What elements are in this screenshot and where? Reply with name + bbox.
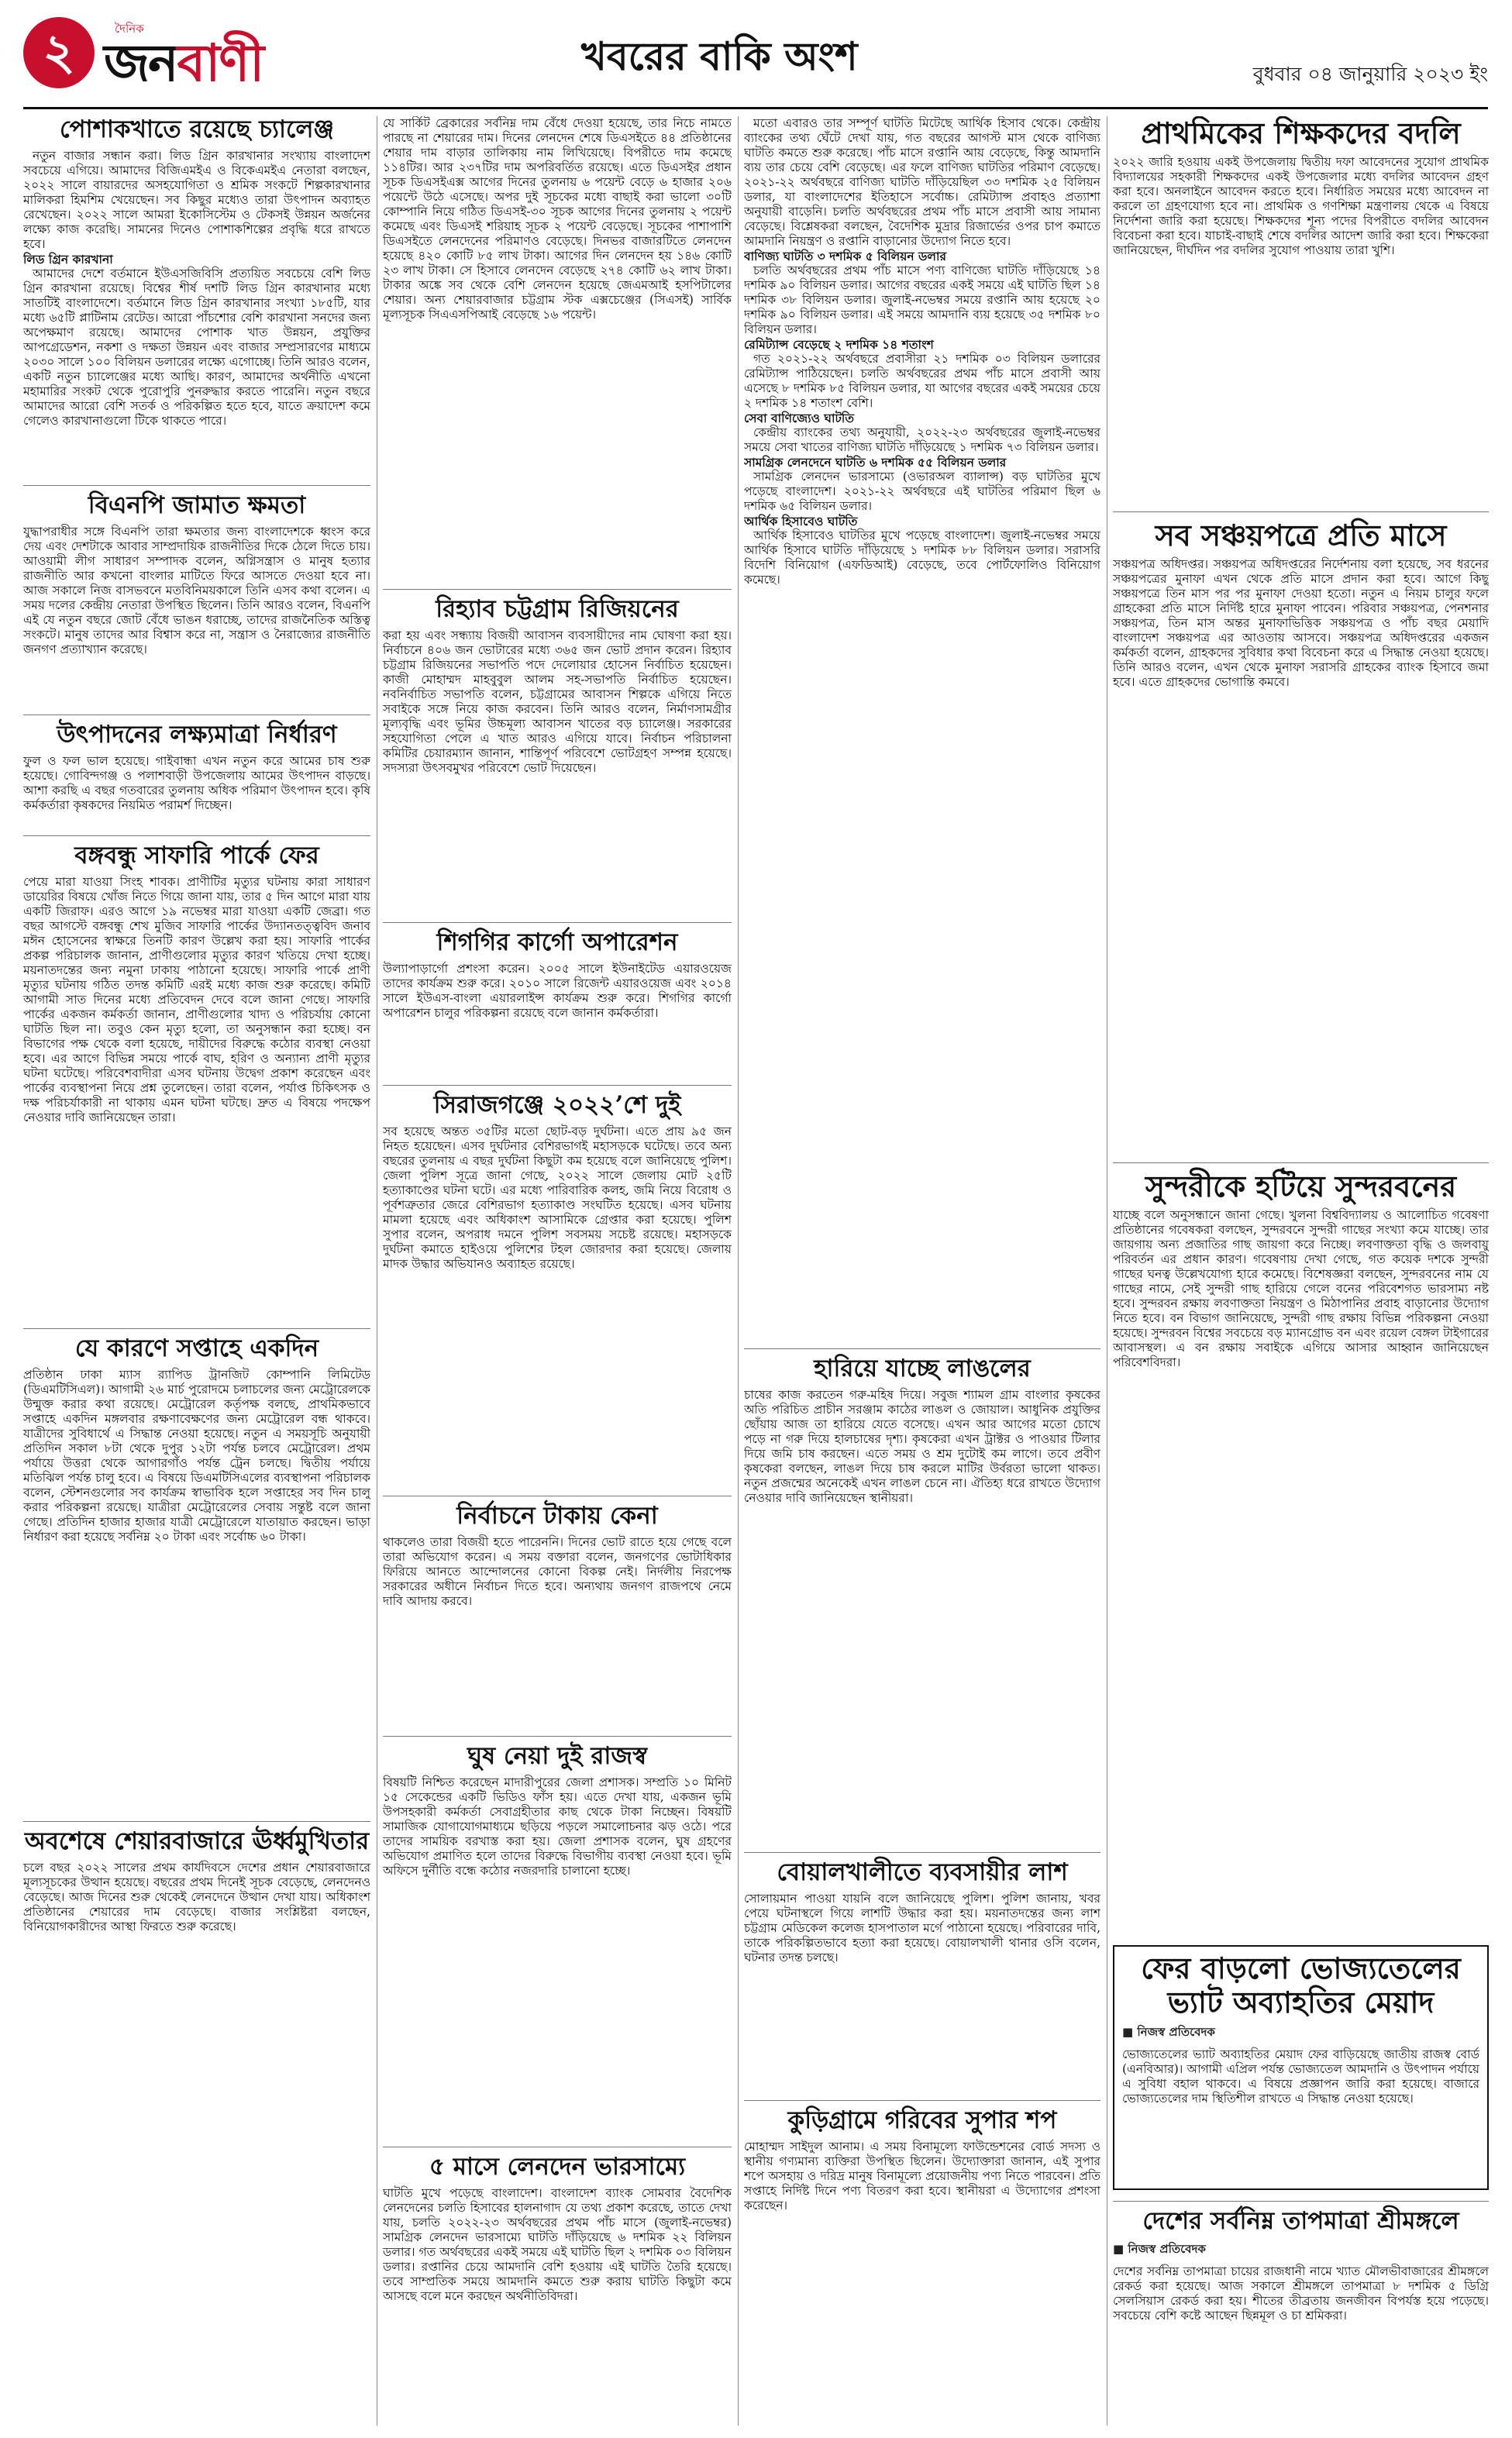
article-body: যে সার্কিট ব্রেকারের সর্বনিম্ন দাম বেঁধে দেওয়া হয়েছে, তার নিচে নামতে পারছে না শেয়ারের দাম। দিনের লেনদেন শেষে ডিএসইতে ৪৪ প্রতিষ্ঠানের শেয়ার দাম বাড়ার তালিকায় নাম লিখিয়েছে। বিপরীতে দাম কমেছে ১১৪টির। আর ২৩৭টির দাম অপরিবর্তিত রয়েছে। এতে ডিএসইর প্রধান সূচক ডিএসইএক্স আগের দিনের তুলনায় ৬ পয়েন্ট বেড়ে ৬ হাজার ২০৬ পয়েন্টে উঠে এসেছে। অপর দুই সূচকের মধ্যে বাছাই করা ভালো ৩০টি কোম্পানি নিয়ে গঠিত ডিএসই-৩০ সূচক আগের দিনের তুলনায় ২ পয়েন্ট কমেছে এবং ডিএসই শরিয়াহ সূচক ২ পয়েন্ট বেড়েছে। সূচকের পাশাপাশি ডিএসইতে লেনদেনের পরিমাণও বেড়েছে। দিনভর বাজারটিতে লেনদেন হয়েছে ৪২০ কোটি ৮৫ লাখ টাকা। আগের দিন লেনদেন হয় ১৪৬ কোটি ২৩ লাখ টাকা। সে হিসাবে লেনদেন বেড়েছে ২৭৪ কোটি ৬২ লাখ টাকা। টাকার অঙ্কে সব থেকে বেশি লেনদেন হয়েছে জেএমআই হসপিটালের শেয়ার। অন্য শেয়ারবাজার চট্টগ্রাম স্টক এক্সচেঞ্জের (সিএসই) সার্বিক মূল্যসূচক সিএএসপিআই বেড়েছে ১৬ পয়েন্ট। — [383, 116, 732, 322]
article-body: ২০২২ জারি হওয়ায় একই উপজেলায় দ্বিতীয় দফা আবেদনের সুযোগ প্রাথমিক বিদ্যালয়ের সহকারী শিক্ষকদের একই উপজেলার মধ্যে বদলির আবেদন গ্রহণ করা হবে। অনলাইনে আবেদন করতে হবে। নির্ধারিত সময়ের মধ্যে আবেদন না করলে তা গ্রহণযোগ্য হবে না। প্রাথমিক ও গণশিক্ষা মন্ত্রণালয় থেকে এ বিষয়ে নির্দেশনা জারি করা হয়েছে। শিক্ষকদের শূন্য পদের বিপরীতে বদলির আবেদন বিবেচনা করা হবে। যাচাই-বাছাই শেষে বদলির আদেশ জারি করা হবে। শিক্ষকেরা জানিয়েছেন, দীর্ঘদিন পর বদলির সুযোগ পাওয়ায় তারা খুশি। — [1113, 154, 1489, 257]
article-body: ফুল ও ফল ভাল হয়েছে। গাইবান্ধা এখন নতুন করে আমের চাষ শুরু হয়েছে। গোবিন্দগঞ্জ ও পলাশবাড়ী উপজেলায় আমের উৎপাদন বাড়ছে। আশা করছি এ বছর গতবারের তুলনায় অধিক পরিমাণ উৎপাদন হবে। কৃষি কর্মকর্তারা কৃষকদের নিয়মিত পরামর্শ দিচ্ছেন। — [23, 753, 370, 812]
article-headline: রিহ্যাব চট্টগ্রাম রিজিয়নের — [436, 595, 679, 623]
article-paragraph: গত ২০২১-২২ অর্থবছরে প্রবাসীরা ২১ দশমিক ০৩ বিলিয়ন ডলারের রেমিট্যান্স পাঠিয়েছেন। চলতি অর্থবছরের প্রথম পাঁচ মাসে প্রবাসী আয় এসেছে ৮ দশমিক ৮৫ বিলিয়ন ডলার, যা আগের বছরের একই সময়ের চেয়ে ২ দশমিক ১৪ শতাংশ বেশি। — [744, 352, 1100, 410]
article-savings-certificate — [1113, 511, 1489, 1162]
article-plough — [744, 1348, 1100, 1851]
article-edible-oil-vat — [1113, 1945, 1489, 2190]
article-headline: শিগগির কার্গো অপারেশন — [436, 928, 678, 956]
article-headline: প্রাথমিকের শিক্ষকদের বদলি — [1141, 116, 1461, 150]
article-share-market — [23, 1821, 370, 2433]
article-headline: দেশের সর্বনিম্ন তাপমাত্রা শ্রীমঙ্গলে — [1142, 2207, 1459, 2235]
publication-date: বুধবার ০৪ জানুয়ারি ২০২৩ ইং — [1252, 63, 1488, 85]
article-body: প্রতিষ্ঠান ঢাকা ম্যাস র‍্যাপিড ট্রানজিট কোম্পানি লিমিটেড (ডিএমটিসিএল)। আগামী ২৬ মার্চ পুরোদমে চলাচলের জন্য মেট্রোরেলকে উন্মুক্ত করার কথা রয়েছে। মেট্রোরেল কর্তৃপক্ষ বলছে, প্রাথমিকভাবে সপ্তাহে একদিন মঙ্গলবার রক্ষণাবেক্ষণের জন্য মেট্রোরেল বন্ধ থাকবে। যাত্রীদের সুবিধার্থে এ সিদ্ধান্ত নেওয়া হয়েছে। নতুন এ সময়সূচি অনুযায়ী প্রতিদিন সকাল ৮টা থেকে দুপুর ১২টা পর্যন্ত চলবে মেট্রোরেল। প্রথম পর্যায়ে উত্তরা থেকে আগারগাঁও পর্যন্ত ট্রেন চলছে। দ্বিতীয় পর্যায়ে মতিঝিল পর্যন্ত চালু হবে। এ বিষয়ে ডিএমটিসিএলের ব্যবস্থাপনা পরিচালক বলেন, স্টেশনগুলোর সব কার্যক্রম স্বাভাবিক হলে সপ্তাহের সব দিন চালু করার পরিকল্পনা রয়েছে। যাত্রীরা মেট্রোরেলের সেবায় সন্তুষ্ট বলে জানা গেছে। প্রতিদিন হাজার হাজার যাত্রী মেট্রোরেলে যাতায়াত করছেন। ভাড়া নির্ধারণ করা হয়েছে সর্বনিম্ন ২০ টাকা এবং সর্বোচ্চ ৬০ টাকা। — [23, 1367, 370, 1544]
article-body: থাকলেও তারা বিজয়ী হতে পারেননি। দিনের ভোট রাতে হয়ে গেছে বলে তারা অভিযোগ করেন। এ সময় বক্তারা বলেন, জনগণের ভোটাধিকার ফিরিয়ে আনতে আন্দোলনের কোনো বিকল্প নেই। নির্দলীয় নিরপেক্ষ সরকারের অধীনে নির্বাচন দিতে হবে। অন্যথায় জনগণ রাজপথে নেমে দাবি আদায় করবে। — [383, 1534, 732, 1608]
article-headline: নির্বাচনে টাকায় কেনা — [456, 1502, 658, 1530]
article-subhead: সেবা বাণিজ্যেও ঘাটতি — [744, 411, 854, 425]
article-headline: যে কারণে সপ্তাহে একদিন — [74, 1334, 319, 1362]
article-subhead: সামগ্রিক লেনদেনে ঘাটতি ৬ দশমিক ৫৫ বিলিয়ন ডলার — [744, 455, 1007, 470]
article-safari-park — [23, 835, 370, 1323]
article-lowest-temperature — [1113, 2201, 1489, 2433]
logo-name-part2: বাণী — [177, 33, 263, 93]
article-body: সঞ্চয়পত্র অধিদপ্তর। সঞ্চয়পত্র অধিদপ্তরের নির্দেশনায় বলা হয়েছে, সব ধরনের সঞ্চয়পত্রের মুনাফা এখন থেকে প্রতি মাসে প্রদান করা হবে। আগে কিছু সঞ্চয়পত্রে তিন মাস পর পর মুনাফা দেওয়া হতো। নতুন এ নিয়ম চালুর ফলে গ্রাহকেরা প্রতি মাসে নির্দিষ্ট হারে মুনাফা পাবেন। পরিবার সঞ্চয়পত্র, পেনশনার সঞ্চয়পত্র, তিন মাস অন্তর মুনাফাভিত্তিক সঞ্চয়পত্র ও পাঁচ বছর মেয়াদি বাংলাদেশ সঞ্চয়পত্র এর আওতায় আসবে। সঞ্চয়পত্র অধিদপ্তরের একজন কর্মকর্তা বলেন, গ্রাহকদের সুবিধার কথা বিবেচনা করে এ সিদ্ধান্ত নেওয়া হয়েছে। তিনি আরও বলেন, এখন থেকে মুনাফা সরাসরি গ্রাহকের ব্যাংক হিসাবে জমা হবে। এতে গ্রাহকদের ভোগান্তি কমবে। — [1113, 556, 1489, 689]
article-headline: সব সঞ্চয়পত্রে প্রতি মাসে — [1155, 518, 1447, 553]
article-headline: হারিয়ে যাচ্ছে লাঙলের — [814, 1355, 1031, 1383]
article-headline: ৫ মাসে লেনদেন ভারসাম্যে — [429, 2153, 686, 2181]
article-primary-teacher-transfer — [1113, 116, 1489, 504]
article-body — [23, 149, 370, 429]
logo-name — [104, 33, 263, 95]
article-body: বিষয়টি নিশ্চিত করেছেন মাদারীপুরের জেলা প্রশাসক। সম্প্রতি ১০ মিনিট ১৫ সেকেন্ডের একটি ভিডিও ফাঁস হয়। এতে দেখা যায়, একজন ভূমি উপসহকারী কর্মকর্তা সেবাগ্রহীতার কাছ থেকে টাকা নিচ্ছেন। বিষয়টি সামাজিক যোগাযোগমাধ্যমে ছড়িয়ে পড়লে সমালোচনার ঝড় ওঠে। পরে তাদের সাময়িক বরখাস্ত করা হয়। জেলা প্রশাসক বলেন, ঘুষ গ্রহণের অভিযোগ প্রমাণিত হলে তাদের বিরুদ্ধে বিভাগীয় ব্যবস্থা নেওয়া হবে। ভূমি অফিসে দুর্নীতি বন্ধে কঠোর নজরদারি চালানো হচ্ছে। — [383, 1775, 732, 1878]
article-bnp-jamat — [23, 485, 370, 717]
article-body: যাচ্ছে বলে অনুসন্ধানে জানা গেছে। খুলনা বিশ্ববিদ্যালয় ও আলোচিত গবেষণা প্রতিষ্ঠানের গবেষকরা বলছেন, সুন্দরবনে সুন্দরী গাছের সংখ্যা কমে যাচ্ছে। তার জায়গায় অন্য প্রজাতির গাছ জায়গা করে নিচ্ছে। লবণাক্ততা বৃদ্ধি ও জলবায়ু পরিবর্তন এর প্রধান কারণ। গবেষণায় দেখা গেছে, গত কয়েক দশকে সুন্দরী গাছের ঘনত্ব উল্লেখযোগ্য হারে কমেছে। বিশেষজ্ঞরা বলছেন, সুন্দরবনের নাম যে গাছের নামে, সেই সুন্দরী গাছ হারিয়ে গেলে বনের পরিবেশগত ভারসাম্য নষ্ট হবে। সুন্দরবন রক্ষায় লবণাক্ততা নিয়ন্ত্রণ ও মিঠাপানির প্রবাহ বাড়ানোর উদ্যোগ নিতে হবে। বন বিভাগ জানিয়েছে, সুন্দরী গাছ রক্ষায় বিভিন্ন পরিকল্পনা নেওয়া হয়েছে। সুন্দরবন বিশ্বের সবচেয়ে বড় ম্যানগ্রোভ বন এবং রয়েল বেঙ্গল টাইগারের আবাসস্থল। এ বন রক্ষায় সবাইকে এগিয়ে আসার আহ্বান জানিয়েছেন পরিবেশবিদরা। — [1113, 1207, 1489, 1369]
article-headline: পোশাকখাতে রয়েছে চ্যালেঞ্জ — [59, 116, 335, 143]
article-boalkhali — [744, 1852, 1100, 2099]
article-metro-weekly — [23, 1328, 370, 1816]
article-body: যুদ্ধাপরাধীর সঙ্গে বিএনপি তারা ক্ষমতার জন্য বাংলাদেশকে ধ্বংস করে দেয় এবং দেশটাকে আবার সাম্প্রদায়িক রাজনীতির দিকে ঠেলে দিতে চায়। আওয়ামী লীগ সাধারণ সম্পাদক বলেন, অগ্নিসন্ত্রাস ও মানুষ হত্যার রাজনীতি আর কখনো বাংলার মাটিতে ফিরে আসতে দেওয়া হবে না। আজ সকালে নিজ বাসভবনে মতবিনিময়কালে তিনি এসব কথা বলেন। এ সময় দলের কেন্দ্রীয় নেতারা উপস্থিত ছিলেন। তিনি আরও বলেন, বিএনপি এই যে নতুন বছরে জোট বেঁধে ভাঙন ধরাচ্ছে, তাদের রাজনৈতিক অস্তিত্ব সংকটে। মানুষ তাদের আর বিশ্বাস করে না, সন্ত্রাস ও নৈরাজ্যের রাজনীতি জনগণ প্রত্যাখ্যান করেছে। — [23, 524, 370, 656]
article-paragraph: চলতি অর্থবছরের প্রথম পাঁচ মাসে পণ্য বাণিজ্যে ঘাটতি দাঁড়িয়েছে ১৪ দশমিক ৯০ বিলিয়ন ডলার। আগের বছরের একই সময়ে এই ঘাটতি ছিল ১৪ দশমিক ৩৮ বিলিয়ন ডলার। জুলাই-নভেম্বর সময়ে রপ্তানি আয় হয়েছে ২০ দশমিক ৯০ বিলিয়ন ডলার। এই সময়ে আমদানি ব্যয় হয়েছে ৩৫ দশমিক ৮০ বিলিয়ন ডলার। — [744, 263, 1100, 336]
article-bribe-revenue — [383, 1736, 732, 2146]
article-subhead: আর্থিক হিসাবেও ঘাটতি — [744, 514, 858, 529]
article-trade-deficit — [744, 116, 1100, 1341]
article-body: করা হয় এবং সন্ধ্যায় বিজয়ী আবাসন ব্যবসায়ীদের নাম ঘোষণা করা হয়। নির্বাচনে ৪০৬ জন ভোটারের মধ্যে ৩৬৫ জন ভোট প্রদান করেন। রিহ্যাব চট্টগ্রাম রিজিয়নের সভাপতি পদে দেলোয়ার হোসেন নির্বাচিত হয়েছেন। কাজী মোহাম্মদ মাহবুবুল আলম সহ-সভাপতি নির্বাচিত হয়েছেন। নবনির্বাচিত সভাপতি বলেন, চট্টগ্রামের আবাসন শিল্পকে এগিয়ে নিতে সবাইকে সঙ্গে নিয়ে কাজ করবেন। তিনি আরও বলেন, নির্মাণসামগ্রীর মূল্যবৃদ্ধি এবং ভূমির উচ্চমূল্য আবাসন খাতের বড় চ্যালেঞ্জ। সরকারের সহযোগিতা পেলে এ খাত আরও এগিয়ে যাবে। নির্বাচন পরিচালনা কমিটির চেয়ারম্যান জানান, শান্তিপূর্ণ পরিবেশে ভোটগ্রহণ সম্পন্ন হয়েছে। সদস্যরা উৎসবমুখর পরিবেশে ভোট দিয়েছেন। — [383, 628, 732, 775]
article-body — [744, 116, 1100, 587]
article-sundarban — [1113, 1162, 1489, 1944]
page-number: ২ — [23, 17, 95, 88]
article-body: সোলায়মান পাওয়া যায়নি বলে জানিয়েছে পুলিশ। পুলিশ জানায়, খবর পেয়ে ঘটনাস্থলে গিয়ে লাশটি উদ্ধার করা হয়। ময়নাতদন্তের জন্য লাশ চট্টগ্রাম মেডিকেল কলেজ হাসপাতাল মর্গে পাঠানো হয়েছে। পরিবারের দাবি, তাকে পরিকল্পিতভাবে হত্যা করা হয়েছে। বোয়ালখালী থানার ওসি বলেন, ঘটনার তদন্ত চলছে। — [744, 1891, 1100, 1965]
article-headline: বিএনপি জামাত ক্ষমতা — [88, 491, 306, 519]
article-body: পেয়ে মারা যাওয়া সিংহ শাবক। প্রাণীটির মৃত্যুর ঘটনায় কারা সাধারণ ডায়েরির বিষয়ে খোঁজ নিতে গিয়ে জানা যায়, তার ৫ দিন আগে মারা যায় একটি জিরাফ। এরও আগে ১৯ নভেম্বর মারা যাওয়া একটি জেব্রা। গত বছর আগস্টে বঙ্গবন্ধু শেখ মুজিব সাফারি পার্কের উদ্যানতত্ত্ববিদ জনাব মঈন হোসেনের স্বাক্ষরে তিনটি কারণ উল্লেখ করা হয়। সাফারি পার্কের প্রকল্প পরিচালক জানান, প্রাণীগুলোর মৃত্যুর কারণ খতিয়ে দেখা হচ্ছে। ময়নাতদন্তের জন্য নমুনা ঢাকায় পাঠানো হয়েছে। সাফারি পার্কে প্রাণী মৃত্যুর ঘটনায় গঠিত তদন্ত কমিটি এরই মধ্যে কাজ শুরু করেছে। কমিটি আগামী সাত দিনের মধ্যে প্রতিবেদন দেবে বলে জানা গেছে। সাফারি পার্কের একজন কর্মকর্তা জানান, প্রাণীগুলোর খাদ্য ও পরিচর্যায় কোনো ঘাটতি ছিল না। তবুও কেন মৃত্যু হলো, তা অনুসন্ধান করা হচ্ছে। বন বিভাগের পক্ষ থেকে বলা হয়েছে, দায়ীদের বিরুদ্ধে কঠোর ব্যবস্থা নেওয়া হবে। এর আগে বিভিন্ন সময়ে পার্কে বাঘ, হরিণ ও অন্যান্য প্রাণী মৃত্যুর ঘটনা ঘটেছে। পরিবেশবাদীরা এসব ঘটনায় উদ্বেগ প্রকাশ করেছেন এবং পার্কের ব্যবস্থাপনা নিয়ে প্রশ্ন তুলেছেন। তারা বলেন, পর্যাপ্ত চিকিৎসক ও দক্ষ পরিচর্যাকারী না থাকায় এমন ঘটনা ঘটছে। দ্রুত এ বিষয়ে পদক্ষেপ নেওয়ার দাবি জানিয়েছেন তারা। — [23, 874, 370, 1124]
article-subhead: রেমিট্যান্স বেড়েছে ২ দশমিক ১৪ শতাংশ — [744, 337, 934, 352]
article-headline: কুড়িগ্রামে গরিবের সুপার শপ — [787, 2106, 1057, 2134]
article-headline: সিরাজগঞ্জে ২০২২’শে দুই — [433, 1091, 681, 1119]
masthead — [23, 14, 1488, 109]
article-subhead: বাণিজ্য ঘাটতি ৩ দশমিক ৫ বিলিয়ন ডলার — [744, 249, 946, 263]
article-paragraph: সামগ্রিক লেনদেন ভারসাম্যে (ওভারঅল ব্যালান্স) বড় ঘাটতির মুখে পড়েছে বাংলাদেশ। ২০২১-২২ অর্থবছরে এই ঘাটতির পরিমাণ ছিল ৬ দশমিক ৬৫ বিলিয়ন ডলার। — [744, 470, 1100, 513]
article-paragraph: আর্থিক হিসাবেও ঘাটতির মুখে পড়েছে বাংলাদেশ। জুলাই-নভেম্বর সময়ে আর্থিক হিসাবে ঘাটতি দাঁড়িয়েছে ১ দশমিক ৮৮ বিলিয়ন ডলার। সরাসরি বিদেশি বিনিয়োগ (এফডিআই) বেড়েছে, তবে পোর্টফোলিও বিনিয়োগ কমেছে। — [744, 529, 1100, 587]
logo-daily: দৈনিক — [115, 22, 144, 36]
article-body: চলে বছর ২০২২ সালের প্রথম কার্যদিবসে দেশের প্রধান শেয়ারবাজারে মূল্যসূচকের উত্থান হয়েছে। বছরের প্রথম দিনেই সূচক বেড়েছে, লেনদেনও বেড়েছে। আজ দিনের শুরু থেকেই লেনদেনে উত্থান দেখা যায়। অধিকাংশ প্রতিষ্ঠানের শেয়ারের দাম বেড়েছে। বাজার সংশ্লিষ্টরা বলছেন, বিনিয়োগকারীদের আস্থা ফিরতে শুরু করেছে। — [23, 1860, 370, 1934]
article-headline: বোয়ালখালীতে ব্যবসায়ীর লাশ — [777, 1858, 1068, 1886]
article-body: ঘাটতি মুখে পড়েছে বাংলাদেশ। বাংলাদেশ ব্যাংক সোমবার বৈদেশিক লেনদেনের চলতি হিসাবের হালনাগাদ যে তথ্য প্রকাশ করেছে, তাতে দেখা যায়, চলতি ২০২২-২৩ অর্থবছরের প্রথম পাঁচ মাসে (জুলাই-নভেম্বর) সামগ্রিক লেনদেন ভারসাম্যে ঘাটতি দাঁড়িয়েছে ৬ দশমিক ২২ বিলিয়ন ডলার। গত অর্থবছরের একই সময়ে এই ঘাটতি ছিল ২ দশমিক ০৩ বিলিয়ন ডলার। রপ্তানির চেয়ে আমদানি বেশি হওয়ায় এই ঘাটতি তৈরি হয়েছে। তবে সাম্প্রতিক সময়ে আমদানি কমতে শুরু করায় ঘাটতি কিছুটা কমে আসছে বলে মনে করছেন অর্থনীতিবিদরা। — [383, 2185, 732, 2303]
section-title: খবরের বাকি অংশ — [581, 33, 858, 79]
article-kurigram-shop — [744, 2100, 1100, 2433]
article-paragraph: মতো এবারও তার সম্পূর্ণ ঘাটতি মিটেছে আর্থিক হিসাব থেকে। কেন্দ্রীয় ব্যাংকের তথ্য ঘেঁটে দেখা যায়, গত বছরের আগস্ট মাস থেকে বাণিজ্য ঘাটতি কমতে শুরু করেছে। পাঁচ মাসে রপ্তানি আয় বেড়েছে, কিন্তু আমদানি ব্যয় তার চেয়ে বেশি বেড়েছে। এর ফলে বাণিজ্য ঘাটতির পরিমাণ বেড়েছে। ২০২১-২২ অর্থবছরে বাণিজ্য ঘাটতি দাঁড়িয়েছিল ৩৩ দশমিক ২৫ বিলিয়ন ডলার, যা বাংলাদেশের ইতিহাসে সর্বোচ্চ। রেমিট্যান্স প্রবাহও প্রত্যাশা অনুযায়ী বাড়েনি। চলতি অর্থবছরের প্রথম পাঁচ মাসে প্রবাসী আয় সামান্য বেড়েছে। বিশ্লেষকরা বলছেন, বৈদেশিক মুদ্রার রিজার্ভের ওপর চাপ কমাতে আমদানি নিয়ন্ত্রণ ও রপ্তানি বাড়ানোর উদ্যোগ নিতে হবে। — [744, 116, 1100, 248]
article-headline: ঘুষ নেয়া দুই রাজস্ব — [467, 1742, 647, 1770]
article-balance-of-payments — [383, 2147, 732, 2433]
article-paragraph: নতুন বাজার সন্ধান করা। লিড গ্রিন কারখানার সংখ্যায় বাংলাদেশ সবচেয়ে এগিয়ে। আমাদের বিজিএমইএ ও বিকেএমইএ নেতারা বলছেন, ২০২২ সালে বায়ারদের অসহযোগিতা ও শ্রমিক সংকটে শিল্পকারখানার মালিকরা হিমশিম খেয়েছেন। সব কিছুর মধ্যেও তারা উৎপাদন অব্যাহত রেখেছেন। ২০২২ সালে আমরা ইকোসিস্টেম ও টেকসই উন্নয়ন অর্জনের লক্ষ্যে কাজ করেছি। সামনের দিনেও পোশাকশিল্পের প্রবৃদ্ধি ধরে রাখতে হবে। — [23, 148, 370, 251]
article-election-money — [383, 1496, 732, 1735]
article-headline: ফের বাড়লো ভোজ্যতেলের ভ্যাট অব্যাহতির মেয়াদ — [1141, 1951, 1461, 2020]
article-paragraph: কেন্দ্রীয় ব্যাংকের তথ্য অনুযায়ী, ২০২২-২৩ অর্থবছরের জুলাই-নভেম্বর সময়ে সেবা খাতের বাণিজ্য ঘাটতি দাঁড়িয়েছে ১ দশমিক ৭৩ বিলিয়ন ডলার। — [744, 425, 1100, 454]
article-byline: ■ নিজস্ব প্রতিবেদক — [1122, 2025, 1215, 2040]
article-share-continued — [383, 116, 732, 581]
column-divider — [738, 116, 739, 2426]
article-body: চাষের কাজ করতেন গরু-মহিষ দিয়ে। সবুজ শ্যামল গ্রাম বাংলার কৃষকের অতি পরিচিত প্রাচীন সরঞ্জাম কাঠের লাঙল ও জোয়াল। আধুনিক প্রযুক্তির ছোঁয়ায় আজ তা হারিয়ে যেতে বসেছে। এখন আর আগের মতো চোখে পড়ে না গরু দিয়ে হালচাষের দৃশ্য। কৃষকেরা এখন ট্রাক্টর ও পাওয়ার টিলার দিয়ে জমি চাষ করছেন। এতে সময় ও শ্রম দুটোই কম লাগে। তবে প্রবীণ কৃষকেরা বলছেন, লাঙল দিয়ে চাষ করলে মাটির উর্বরতা ভালো থাকত। নতুন প্রজন্মের অনেকেই এখন লাঙল চেনে না। ঐতিহ্য ধরে রাখতে উদ্যোগ নেওয়ার দাবি জানিয়েছেন স্থানীয়রা। — [744, 1387, 1100, 1505]
article-body: সব হয়েছে অন্তত ৩৫টির মতো ছোট-বড় দুর্ঘটনা। এতে প্রায় ৯৫ জন নিহত হয়েছেন। এসব দুর্ঘটনার বেশিরভাগই মহাসড়কে ঘটেছে। তবে অন্য বছরের তুলনায় এ বছর দুর্ঘটনা কিছুটা কম হয়েছে বলে জানিয়েছে পুলিশ। জেলা পুলিশ সূত্রে জানা গেছে, ২০২২ সালে জেলায় মোট ২৫টি হত্যাকাণ্ডের ঘটনা ঘটে। এর মধ্যে পারিবারিক কলহ, জমি নিয়ে বিরোধ ও পূর্বশত্রুতার জেরে বেশিরভাগ হত্যাকাণ্ড সংঘটিত হয়েছে। এসব ঘটনায় মামলা হয়েছে এবং অধিকাংশ আসামিকে গ্রেপ্তার করা হয়েছে। পুলিশ সুপার বলেন, অপরাধ দমনে পুলিশ সবসময় সচেষ্ট রয়েছে। মহাসড়কে দুর্ঘটনা কমাতে হাইওয়ে পুলিশের টহল জোরদার করা হয়েছে। জেলায় মাদক উদ্ধার অভিযানও অব্যাহত রয়েছে। — [383, 1124, 732, 1271]
article-body: দেশের সর্বনিম্ন তাপমাত্রা চায়ের রাজধানী নামে খ্যাত মৌলভীবাজারের শ্রীমঙ্গলে রেকর্ড করা হয়েছে। আজ সকালে শ্রীমঙ্গলে তাপমাত্রা ৮ দশমিক ৫ ডিগ্রি সেলসিয়াস রেকর্ড করা হয়। শীতের তীব্রতায় জনজীবন বিপর্যস্ত হয়ে পড়েছে। সবচেয়ে বেশি কষ্টে আছেন ছিন্নমূল ও চা শ্রমিকরা। — [1113, 2264, 1489, 2323]
article-sirajganj — [383, 1085, 732, 1495]
article-production-target — [23, 715, 370, 838]
logo-name-part1: জন — [104, 33, 177, 93]
article-body: মোহাম্মদ সাইদুল আনাম। এ সময় বিনামূল্যে ফাউন্ডেশনের বোর্ড সদস্য ও স্থানীয় গণ্যমান্য ব্যক্তিরা উপস্থিত ছিলেন। উদ্যোক্তারা জানান, এই সুপার শপে অসহায় ও দরিদ্র মানুষ বিনামূল্যে প্রয়োজনীয় পণ্য নিতে পারবেন। প্রতি সপ্তাহে নির্দিষ্ট দিনে পণ্য বিতরণ করা হবে। স্থানীয়রা এ উদ্যোগের প্রশংসা করেছেন। — [744, 2139, 1100, 2212]
article-body: ভোজ্যতেলের ভ্যাট অব্যাহতির মেয়াদ ফের বাড়িয়েছে জাতীয় রাজস্ব বোর্ড (এনবিআর)। আগামী এপ্রিল পর্যন্ত ভোজ্যতেল আমদানি ও উৎপাদন পর্যায়ে এ সুবিধা বহাল থাকবে। এ বিষয়ে প্রজ্ঞাপন জারি করা হয়েছে। বাজারে ভোজ্যতেলের দাম স্থিতিশীল রাখতে এ সিদ্ধান্ত নেওয়া হয়েছে। — [1122, 2047, 1479, 2106]
article-headline: অবশেষে শেয়ারবাজারে ঊর্ধ্বমুখিতার — [24, 1827, 370, 1855]
article-cargo-operation — [383, 922, 732, 1084]
article-subhead: লিড গ্রিন কারখানা — [23, 251, 113, 267]
article-paragraph: আমাদের দেশে বর্তমানে ইউএসজিবিসি প্রত্যয়িত সবচেয়ে বেশি লিড গ্রিন কারখানা রয়েছে। বিশ্বের শীর্ষ দশটি লিড গ্রিন কারখানার মধ্যে সাতটিই বাংলাদেশে। বর্তমানে লিড গ্রিন কারখানার সংখ্যা ১৮৫টি, যার মধ্যে ৬৫টি প্লাটিনাম রেটেড। আরো পাঁচশোর বেশি কারখানা সনদের জন্য অপেক্ষমাণ রয়েছে। আমাদের পোশাক খাত উন্নয়ন, প্রযুক্তির আপগ্রেডেশন, নকশা ও দক্ষতা উন্নয়ন এবং বাজার সম্প্রসারণের মাধ্যমে ২০৩০ সালে ১০০ বিলিয়ন ডলারের লক্ষ্যে এগোচ্ছে। তিনি আরও বলেন, একটি নতুন চ্যালেঞ্জের মধ্যে আছি। কারণ, আমাদের অর্থনীতি এখনো মহামারির সংকট থেকে পুরোপুরি পুনরুদ্ধার করতে পারেনি। নতুন বছরে আমাদের আরো বেশি সতর্ক ও পরিকল্পিত হতে হবে, যাতে ক্রয়াদেশ কমে গেলেও কারখানাগুলো টিকে থাকতে পারে। — [23, 266, 370, 428]
article-byline: ■ নিজস্ব প্রতিবেদক — [1113, 2241, 1206, 2256]
article-garment-challenge — [23, 116, 370, 480]
article-headline: সুন্দরীকে হটিয়ে সুন্দরবনের — [1145, 1169, 1457, 1204]
article-body: উল্যাপাড়ার্গো প্রশংসা করেন। ২০০৫ সালে ইউনাইটেড এয়ারওয়েজ তাদের কার্যক্রম শুরু করে। ২০১০ সালে রিজেন্ট এয়ারওয়েজ এবং ২০১৪ সালে ইউএস-বাংলা এয়ারলাইন্স কার্যক্রম শুরু করে। শিগগির কার্গো অপারেশন চালুর পরিকল্পনা রয়েছে বলে জানান কর্মকর্তারা। — [383, 961, 732, 1020]
article-headline: উৎপাদনের লক্ষ্যমাত্রা নির্ধারণ — [57, 721, 337, 749]
article-rehab-ctg — [383, 589, 732, 921]
article-headline: বঙ্গবন্ধু সাফারি পার্কে ফের — [74, 842, 319, 869]
